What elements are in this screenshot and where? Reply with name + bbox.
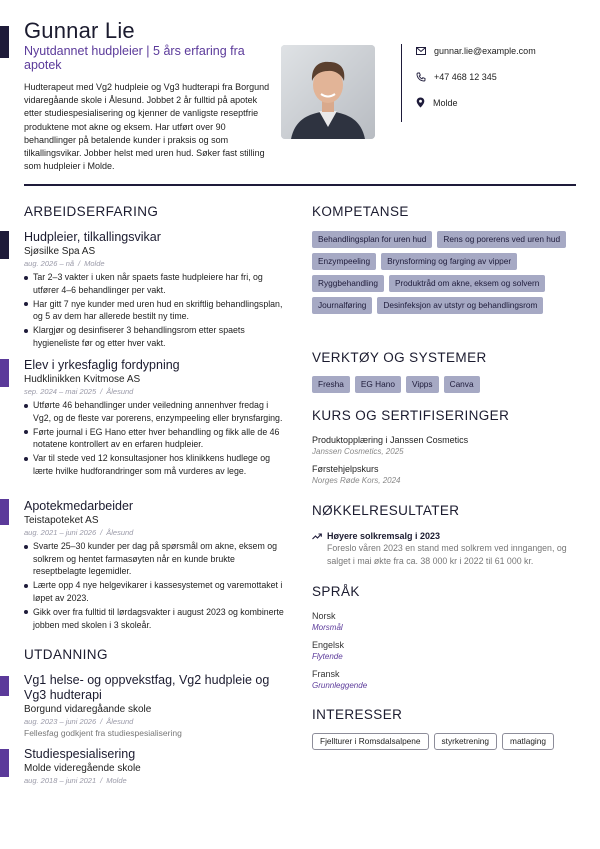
course-name: Produktopplæring i Janssen Cosmetics: [312, 435, 469, 445]
section-accent-bar: [0, 359, 9, 387]
achievement-description: Foreslo våren 2023 en stand med solkrem ved inngangen, og salget i mai økte fra ca. 38 000 kr i 2022 til 61 000 kr.: [327, 543, 567, 566]
language-level: Flytende: [312, 652, 343, 661]
education-dates: aug. 2023 – juni 2026: [24, 717, 97, 726]
skill-tag: Produktråd om akne, eksem og solvern: [389, 275, 545, 292]
skills-tags: [312, 231, 582, 319]
email-icon: [416, 47, 426, 55]
course-item: [312, 463, 582, 486]
interest-tag: matlaging: [502, 733, 554, 750]
skill-tag: Ryggbehandling: [312, 275, 384, 292]
contact-location-row: [416, 97, 458, 108]
job-title: Hudpleier, tilkallingsvikar: [24, 230, 161, 244]
section-title-courses: KURS OG SERTIFISERINGER: [312, 408, 510, 423]
skill-tag: Enzympeeling: [312, 253, 376, 270]
job-bullets: [24, 399, 286, 478]
contact-email-row[interactable]: [416, 46, 536, 56]
section-title-education: UTDANNING: [24, 647, 108, 662]
job-bullets: [24, 540, 286, 631]
job-bullet: Utførte 46 behandlinger under veiledning annenhver fredag i Vg2, og de fleste var porerens, enzympeeling eller brynsfarging.: [24, 399, 286, 424]
section-accent-bar: [0, 231, 9, 259]
education-school: Borgund vidaregåande skole: [24, 704, 152, 715]
job-title: Elev i yrkesfaglig fordypning: [24, 358, 180, 372]
interest-tag: Fjellturer i Romsdalsalpene: [312, 733, 429, 750]
job-meta: [24, 386, 286, 397]
job-meta: [24, 527, 286, 538]
location-pin-icon: [416, 97, 425, 108]
education-dates: aug. 2018 – juni 2021: [24, 776, 97, 785]
job-company: Sjøsilke Spa AS: [24, 246, 96, 257]
section-accent-bar: [0, 749, 9, 777]
job-bullet: Lærte opp 4 nye helgevikarer i kassesystemet og varemottaket i løpet av 2023.: [24, 579, 286, 604]
education-title: Studiespesialisering: [24, 747, 136, 761]
education-location: Ålesund: [106, 717, 134, 726]
experience-item: [24, 230, 286, 351]
profile-photo: [281, 45, 375, 139]
education-school: Molde videregående skole: [24, 763, 141, 774]
job-meta: [24, 258, 286, 269]
section-title-achievements: NØKKELRESULTATER: [312, 503, 460, 518]
skill-tag: Desinfeksjon av utstyr og behandlingsrom: [377, 297, 543, 314]
section-accent-bar: [0, 499, 9, 525]
job-bullet: Klargjør og desinfiserer 3 behandlingsrom etter spaets hygieneliste før og etter hver vakt.: [24, 324, 286, 349]
course-org: Norges Røde Kors, 2024: [312, 476, 401, 485]
education-note: Fellesfag godkjent fra studiespesialisering: [24, 728, 182, 738]
course-name: Førstehjelpskurs: [312, 464, 379, 474]
meta-separator: /: [100, 387, 103, 396]
language-item: [312, 639, 582, 662]
education-location: Molde: [106, 776, 127, 785]
job-dates: sep. 2024 – mai 2025: [24, 387, 97, 396]
skill-tag: Journalføring: [312, 297, 372, 314]
job-bullet: Har gitt 7 nye kunder med uren hud en skriftlig behandlingsplan, og 5 av dem har allerede bestilt ny time.: [24, 298, 286, 323]
job-bullet: Førte journal i EG Hano etter hver behandling og fikk alle de 46 notatene kontrollert av en erfaren hudpleier.: [24, 426, 286, 451]
job-bullet: Var til stede ved 12 konsultasjoner hos klinikkens hudlege og lærte hvilke hudforandringer som må vurderes av lege.: [24, 452, 286, 477]
meta-separator: /: [100, 528, 103, 537]
candidate-subtitle: Nyutdannet hudpleier | 5 års erfaring fra apotek: [24, 44, 245, 72]
contact-location: Molde: [433, 97, 458, 108]
portrait-image: [281, 45, 375, 139]
language-name: Engelsk: [312, 640, 345, 650]
experience-item: [24, 499, 286, 633]
education-meta: [24, 716, 286, 727]
language-name: Norsk: [312, 611, 336, 621]
section-title-skills: KOMPETANSE: [312, 204, 409, 219]
meta-separator: /: [100, 717, 103, 726]
achievement-title-text: Høyere solkremsalg i 2023: [327, 531, 441, 541]
tool-tag: Fresha: [312, 376, 350, 393]
header-accent-bar: [0, 26, 9, 58]
job-location: Ålesund: [106, 387, 134, 396]
achievement-item: [312, 530, 582, 567]
job-location: Ålesund: [106, 528, 134, 537]
contact-email[interactable]: gunnar.lie@example.com: [434, 46, 536, 56]
job-bullet: Gikk over fra fulltid til lørdagsvakter i august 2023 og kombinerte jobben med skolen i 3 skoleår.: [24, 606, 286, 631]
language-item: [312, 610, 582, 633]
education-title: Vg1 helse- og oppvekstfag, Vg2 hudpleie og Vg3 hudterapi: [24, 673, 270, 702]
job-bullet: Svarte 25–30 kunder per dag på spørsmål om akne, eksem og solkrem og hentet farmasøyten når en kunde brukte reseptbelagte legemidler.: [24, 540, 286, 578]
achievement-title: [312, 530, 582, 542]
meta-separator: /: [78, 259, 81, 268]
interest-tags: [312, 733, 582, 750]
job-company: Hudklinikken Kvitmose AS: [24, 374, 141, 385]
skill-tag: Brynsforming og farging av vipper: [381, 253, 517, 270]
education-item: [24, 673, 286, 739]
section-title-interests: INTERESSER: [312, 707, 403, 722]
tool-tag: Vipps: [406, 376, 439, 393]
profile-summary: Hudterapeut med Vg2 hudpleie og Vg3 hudterapi fra Borgund vidaregåande skole i Ålesund. Jobbet 2 år fulltid på apotek etter studiespesialisering og kjenner de vanligste reseptfrie produktene mot akne og eksem. Har utført over 90 behandlinger på betalende kunder i praksis og som tilkallingsvikar. Jobber helst med uren hud. Søker fast stilling som hudpleier i Molde.: [24, 82, 270, 172]
language-level: Grunnleggende: [312, 681, 368, 690]
language-item: [312, 668, 582, 691]
job-company: Teistapoteket AS: [24, 515, 99, 526]
contact-phone[interactable]: +47 468 12 345: [434, 72, 497, 82]
tools-tags: [312, 376, 582, 398]
language-level: Morsmål: [312, 623, 343, 632]
candidate-name: Gunnar Lie: [24, 18, 135, 43]
interest-tag: styrketrening: [434, 733, 498, 750]
course-org: Janssen Cosmetics, 2025: [312, 447, 404, 456]
contact-phone-row[interactable]: [416, 72, 497, 82]
education-item: [24, 747, 286, 786]
section-accent-bar: [0, 676, 9, 696]
section-title-tools: VERKTØY OG SYSTEMER: [312, 350, 487, 365]
section-title-experience: ARBEIDSERFARING: [24, 204, 159, 219]
skill-tag: Rens og porerens ved uren hud: [437, 231, 566, 248]
job-dates: aug. 2021 – juni 2026: [24, 528, 97, 537]
job-dates: aug. 2026 – nå: [24, 259, 75, 268]
job-bullet: Tar 2–3 vakter i uken når spaets faste hudpleiere har fri, og utfører 4–6 behandlinger per vakt.: [24, 271, 286, 296]
tool-tag: EG Hano: [355, 376, 401, 393]
header-divider: [24, 184, 576, 186]
phone-icon: [416, 72, 426, 82]
section-title-languages: SPRÅK: [312, 584, 360, 599]
meta-separator: /: [100, 776, 103, 785]
job-location: Molde: [84, 259, 105, 268]
job-title: Apotekmedarbeider: [24, 499, 134, 513]
job-bullets: [24, 271, 286, 350]
course-item: [312, 434, 582, 457]
trend-up-icon: [312, 533, 322, 540]
contact-block: [401, 44, 591, 122]
education-meta: [24, 775, 286, 786]
tool-tag: Canva: [444, 376, 480, 393]
experience-item: [24, 358, 286, 479]
language-name: Fransk: [312, 669, 340, 679]
skill-tag: Behandlingsplan for uren hud: [312, 231, 432, 248]
